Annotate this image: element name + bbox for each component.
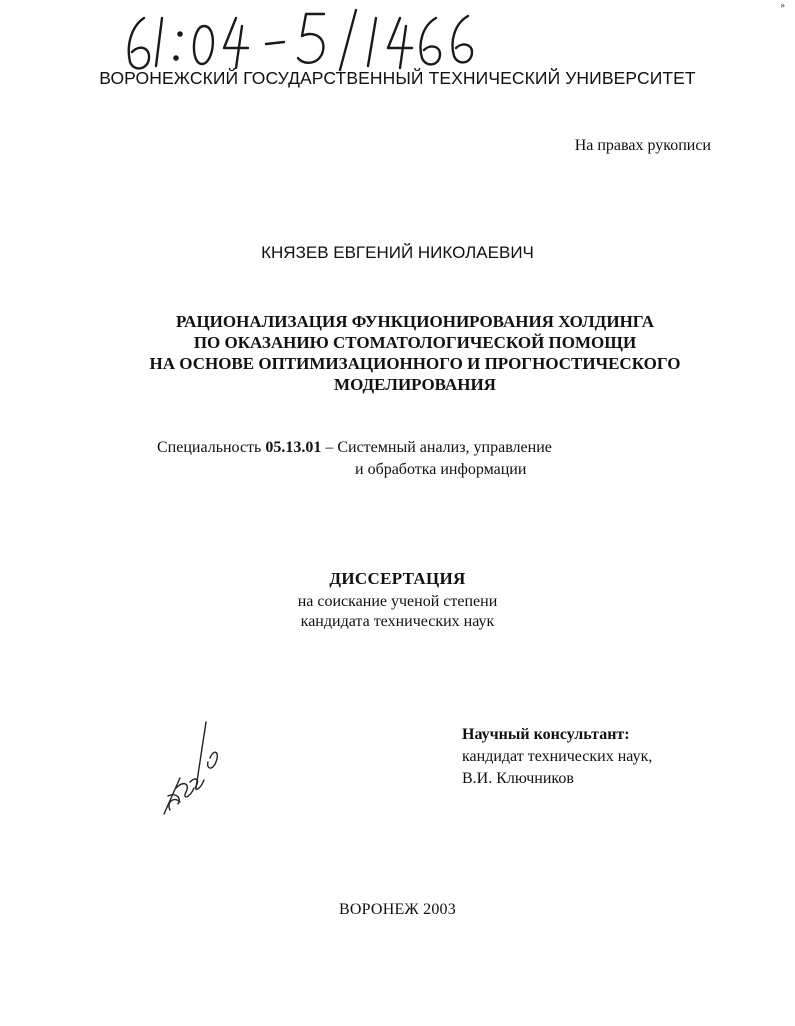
specialty-description-cont: и обработка информации: [355, 461, 527, 478]
author-name: КНЯЗЕВ ЕВГЕНИЙ НИКОЛАЕВИЧ: [261, 243, 534, 262]
handwritten-signature: [150, 718, 230, 818]
specialty: [157, 437, 552, 459]
specialty-description: – Системный анализ, управление: [325, 439, 552, 456]
handwritten-archive-code: [118, 4, 478, 76]
consultant-name: В.И. Ключников: [462, 770, 574, 787]
dissertation-heading: ДИССЕРТАЦИЯ: [329, 569, 466, 588]
title-line: МОДЕЛИРОВАНИЯ: [334, 375, 496, 394]
scientific-consultant: [462, 724, 652, 790]
consultant-degree: кандидат технических наук,: [462, 748, 653, 765]
degree-line: на соискание ученой степени: [297, 593, 498, 610]
title-line: ПО ОКАЗАНИЮ СТОМАТОЛОГИЧЕСКОЙ ПОМОЩИ: [193, 333, 637, 352]
consultant-label: Научный консультант:: [462, 726, 630, 743]
degree-line: кандидата технических наук: [300, 613, 495, 630]
corner-mark: »: [780, 0, 785, 10]
dissertation-title: [100, 311, 730, 395]
title-line: НА ОСНОВЕ ОПТИМИЗАЦИОННОГО И ПРОГНОСТИЧЕСКОГО: [149, 354, 681, 373]
rights-note: На правах рукописи: [574, 137, 711, 154]
degree-description: [0, 592, 795, 632]
university-name: ВОРОНЕЖСКИЙ ГОСУДАРСТВЕННЫЙ ТЕХНИЧЕСКИЙ УНИВЕРСИТЕТ: [99, 68, 696, 88]
title-line: РАЦИОНАЛИЗАЦИЯ ФУНКЦИОНИРОВАНИЯ ХОЛДИНГА: [175, 312, 655, 331]
specialty-label: Специальность: [157, 439, 262, 456]
specialty-code: 05.13.01: [265, 439, 322, 456]
city-year: ВОРОНЕЖ 2003: [339, 901, 456, 918]
